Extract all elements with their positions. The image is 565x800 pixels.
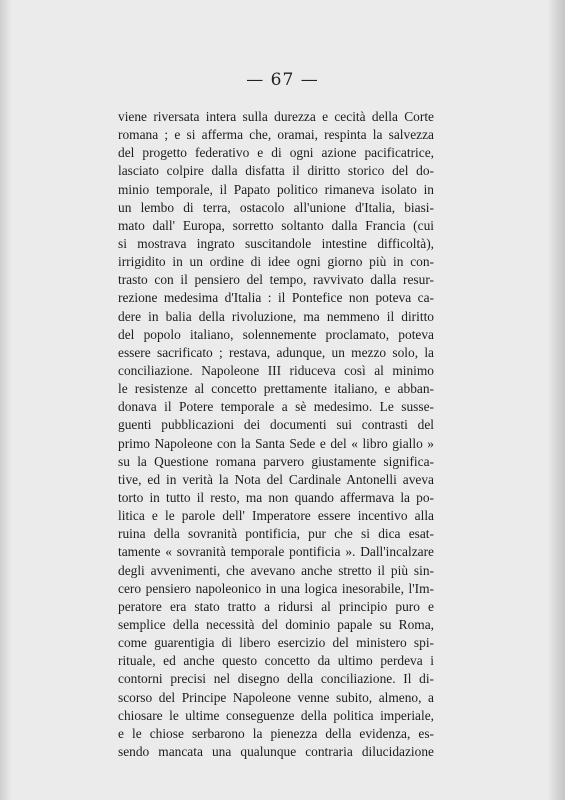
text-line: conciliazione. Napoleone III riduceva così al minimo [118, 362, 434, 378]
text-line: tamente « sovranità temporale pontificia ». Dall'incalzare [118, 544, 434, 560]
text-line: del progetto federativo e di ogni azione pacificatrice, [118, 145, 434, 161]
text-line: rezione medesima d'Italia : il Pontefice non poteva ca- [118, 290, 434, 306]
text-line: le resistenze al concetto prettamente italiano, e abban- [118, 381, 434, 397]
text-line: semplice della necessità del dominio papale su Roma, [118, 616, 434, 632]
text-line: su la Questione romana parvero giustamente significa- [118, 453, 434, 469]
text-line: come guarentigia di libero esercizio del ministero spi- [118, 635, 434, 651]
text-line: si mostrava ingrato suscitandole intestine difficoltà), [118, 235, 434, 251]
text-line: mato dall' Europa, sorretto soltanto dalla Francia (cui [118, 217, 434, 233]
text-line: contorni precisi nel disegno della conciliazione. Il di- [118, 671, 434, 687]
body-text [118, 108, 434, 761]
scan-shadow-left [0, 0, 12, 800]
text-line: e le chiose serbarono la pienezza della evidenza, es- [118, 725, 434, 741]
text-line: rituale, ed anche questo concetto da ultimo perdeva i [118, 653, 434, 669]
text-line: ruina della sovranità pontificia, pur che si dica esat- [118, 526, 434, 542]
text-line: donava il Potere temporale a sè medesimo. Le susse- [118, 399, 434, 415]
text-line: degli avvenimenti, che avevano anche stretto il più sin- [118, 562, 434, 578]
text-line: trasto con il pensiero del tempo, ravvivato dalla resur- [118, 272, 434, 288]
text-line: lasciato colpire dalla disfatta il diritto storico del do- [118, 163, 434, 179]
text-line: torto in tutto il resto, ma non quando affermava la po- [118, 489, 434, 505]
text-line: scorso del Principe Napoleone venne subito, almeno, a [118, 689, 434, 705]
page-number: — 67 — [246, 70, 319, 90]
text-line: cero pensiero napoleonico in una logica inesorabile, l'Im- [118, 580, 434, 596]
text-line: dere in balia della rivoluzione, ma nemmeno il diritto [118, 308, 434, 324]
scan-shadow-right [547, 0, 565, 800]
text-line: peratore era stato tratto a ridursi al principio puro e [118, 598, 434, 614]
text-line: irrigidito in un ordine di idee ogni giorno più in con- [118, 254, 434, 270]
text-line: un lembo di terra, ostacolo all'unione d'Italia, biasi- [118, 199, 434, 215]
text-line: essere sacrificato ; restava, adunque, un mezzo solo, la [118, 344, 434, 360]
text-line: guenti pubblicazioni dei documenti sui contrasti del [118, 417, 434, 433]
text-line: tive, ed in verità la Nota del Cardinale Antonelli aveva [118, 471, 434, 487]
text-line: chiosare le ultime conseguenze della politica imperiale, [118, 707, 434, 723]
text-line: minio temporale, il Papato politico rimaneva isolato in [118, 181, 434, 197]
text-line: primo Napoleone con la Santa Sede e del « libro giallo » [118, 435, 434, 451]
text-line: del popolo italiano, solennemente proclamato, poteva [118, 326, 434, 342]
text-line: viene riversata intera sulla durezza e cecità della Corte [118, 109, 434, 124]
text-line: sendo mancata una qualunque contraria dilucidazione [118, 743, 434, 759]
text-line: litica e le parole dell' Imperatore essere incentivo alla [118, 508, 434, 524]
text-line: romana ; e si afferma che, oramai, respinta la salvezza [118, 127, 434, 143]
